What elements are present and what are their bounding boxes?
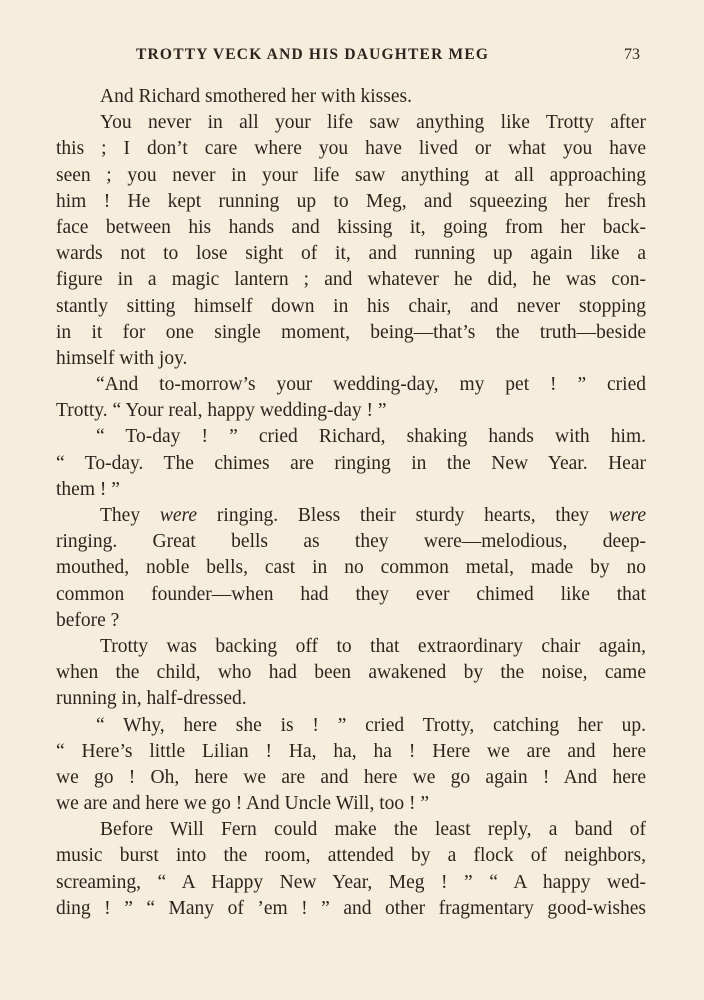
text-line: seen ; you never in your life saw anything at all approaching <box>56 164 646 186</box>
text-line: “And to-morrow’s your wedding-day, my pet ! ” cried <box>96 374 646 396</box>
text-line: stantly sitting himself down in his chair, and never stopping <box>56 295 646 317</box>
text-line: him ! He kept running up to Meg, and squeezing her fresh <box>56 190 646 212</box>
text-line: screaming, “ A Happy New Year, Meg ! ” “ A happy wed- <box>56 871 646 893</box>
text-line: Trotty was backing off to that extraordinary chair again, <box>100 635 646 657</box>
text-line: Before Will Fern could make the least reply, a band of <box>100 819 646 841</box>
page-header <box>56 46 646 70</box>
text-line: mouthed, noble bells, cast in no common metal, made by no <box>56 557 646 579</box>
italic-word: were <box>608 505 646 526</box>
text-line: running in, half-dressed. <box>56 688 247 710</box>
text-line: common founder—when had they ever chimed like that <box>56 583 646 605</box>
text-line: You never in all your life saw anything like Trotty after <box>100 112 646 134</box>
text-line <box>56 503 646 529</box>
text-line: Trotty. “ Your real, happy wedding-day ! ” <box>56 400 387 422</box>
text-line: “ Why, here she is ! ” cried Trotty, catching her up. <box>96 714 646 736</box>
text-line: when the child, who had been awakened by the noise, came <box>56 662 646 684</box>
text-line: wards not to lose sight of it, and running up again like a <box>56 243 646 265</box>
text-line: ding ! ” “ Many of ’em ! ” and other fragmentary good-wishes <box>56 897 646 919</box>
running-head: TROTTY VECK AND HIS DAUGHTER MEG <box>136 46 490 63</box>
text-line: face between his hands and kissing it, going from her back- <box>56 216 646 238</box>
body-text <box>56 84 646 922</box>
text-line: “ Here’s little Lilian ! Ha, ha, ha ! Here we are and here <box>56 740 646 762</box>
text-line: himself with joy. <box>56 347 188 369</box>
text-line: in it for one single moment, being—that’s the truth—beside <box>56 321 646 343</box>
text-span: They <box>100 505 160 526</box>
text-line: music burst into the room, attended by a flock of neighbors, <box>56 845 646 867</box>
text-line: “ To-day ! ” cried Richard, shaking hands with him. <box>96 426 646 448</box>
text-line: And Richard smothered her with kisses. <box>100 86 412 107</box>
text-line: we are and here we go ! And Uncle Will, too ! ” <box>56 793 430 815</box>
text-line: before ? <box>56 609 120 631</box>
text-line: “ To-day. The chimes are ringing in the New Year. Hear <box>56 452 646 474</box>
text-line: ringing. Great bells as they were—melodious, deep- <box>56 531 646 553</box>
text-line: this ; I don’t care where you have lived or what you have <box>56 138 646 160</box>
page-number: 73 <box>624 46 640 63</box>
text-line: them ! ” <box>56 478 120 500</box>
text-line: figure in a magic lantern ; and whatever he did, he was con- <box>56 269 646 291</box>
text-span: ringing. Bless their sturdy hearts, they <box>197 505 609 526</box>
text-line: we go ! Oh, here we are and here we go again ! And here <box>56 766 646 788</box>
italic-word: were <box>159 505 198 526</box>
